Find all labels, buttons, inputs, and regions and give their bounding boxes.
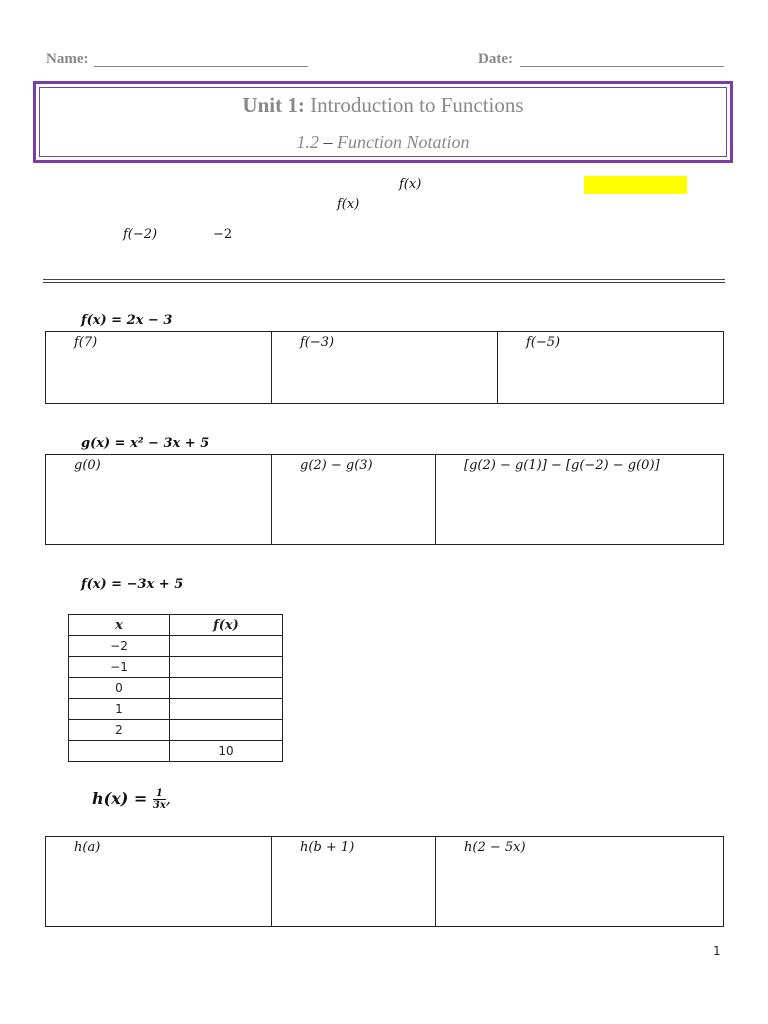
lesson-title [36,132,730,153]
problem4-cell-1-label: h(a) [74,840,101,855]
table-cell-fx: 10 [170,741,283,762]
problem4-lhs: h(x) = [92,789,153,808]
problem1-answer-grid [45,331,724,404]
table-header-x: x [69,615,170,636]
problem2-cell-divider-2 [435,455,436,544]
intro-fx-1: f(x) [399,177,422,192]
problem4-fraction [153,788,166,811]
table-cell-fx[interactable] [170,636,283,657]
table-cell-x[interactable] [69,741,170,762]
table-cell-fx[interactable] [170,678,283,699]
problem1-cell-2-label: f(−3) [300,335,335,350]
problem3-function: f(x) = −3x + 5 [81,577,184,592]
table-row [69,699,283,720]
table-header-fx: f(x) [170,615,283,636]
problem4-cell-divider-1 [271,837,272,926]
lesson-number: 1.2 [296,132,319,152]
title-box [33,81,733,163]
table-cell-fx[interactable] [170,657,283,678]
table-row [69,636,283,657]
lesson-dash: – [319,132,337,152]
date-field[interactable] [520,66,724,67]
intro-neg2: −2 [213,227,233,242]
table-cell-x: 1 [69,699,170,720]
table-cell-fx[interactable] [170,720,283,741]
problem4-answer-grid [45,836,724,927]
problem2-function: g(x) = x² − 3x + 5 [81,436,210,451]
intro-fx-2: f(x) [337,197,360,212]
section-divider-bottom [43,282,725,283]
table-row [69,720,283,741]
problem1-cell-3-label: f(−5) [526,335,561,350]
table-cell-x: 0 [69,678,170,699]
unit-name: Introduction to Functions [304,93,524,117]
name-field[interactable] [94,66,308,67]
lesson-name: Function Notation [337,132,470,152]
problem1-cell-divider-2 [497,332,498,403]
fraction-denominator: 3x [152,800,166,811]
problem1-function: f(x) = 2x − 3 [81,313,173,328]
table-cell-x: −2 [69,636,170,657]
problem1-cell-divider-1 [271,332,272,403]
unit-number: Unit 1: [242,93,305,117]
table-cell-x: 2 [69,720,170,741]
table-row [69,741,283,762]
problem4-cell-2-label: h(b + 1) [300,840,355,855]
section-divider-top [43,279,725,280]
problem2-cell-2-label: g(2) − g(3) [300,458,373,473]
table-cell-fx[interactable] [170,699,283,720]
problem2-cell-3-label: [g(2) − g(1)] − [g(−2) − g(0)] [464,458,660,473]
problem4-cell-3-label: h(2 − 5x) [464,840,526,855]
problem2-cell-divider-1 [271,455,272,544]
intro-f-neg2: f(−2) [123,227,158,242]
fraction-numerator: 1 [153,788,166,800]
problem1-cell-1-label: f(7) [74,335,98,350]
table-row [69,678,283,699]
date-label: Date: [478,51,513,67]
problem4-cell-divider-2 [435,837,436,926]
problem3-value-table [68,614,283,762]
table-header-row [69,615,283,636]
problem4-comma: , [165,789,171,808]
highlighted-blank [584,176,687,194]
problem2-answer-grid [45,454,724,545]
page-number: 1 [713,944,721,958]
table-row [69,657,283,678]
problem2-cell-1-label: g(0) [74,458,101,473]
problem4-function [92,788,171,811]
name-label: Name: [46,51,89,67]
unit-title [36,93,730,118]
table-cell-x: −1 [69,657,170,678]
